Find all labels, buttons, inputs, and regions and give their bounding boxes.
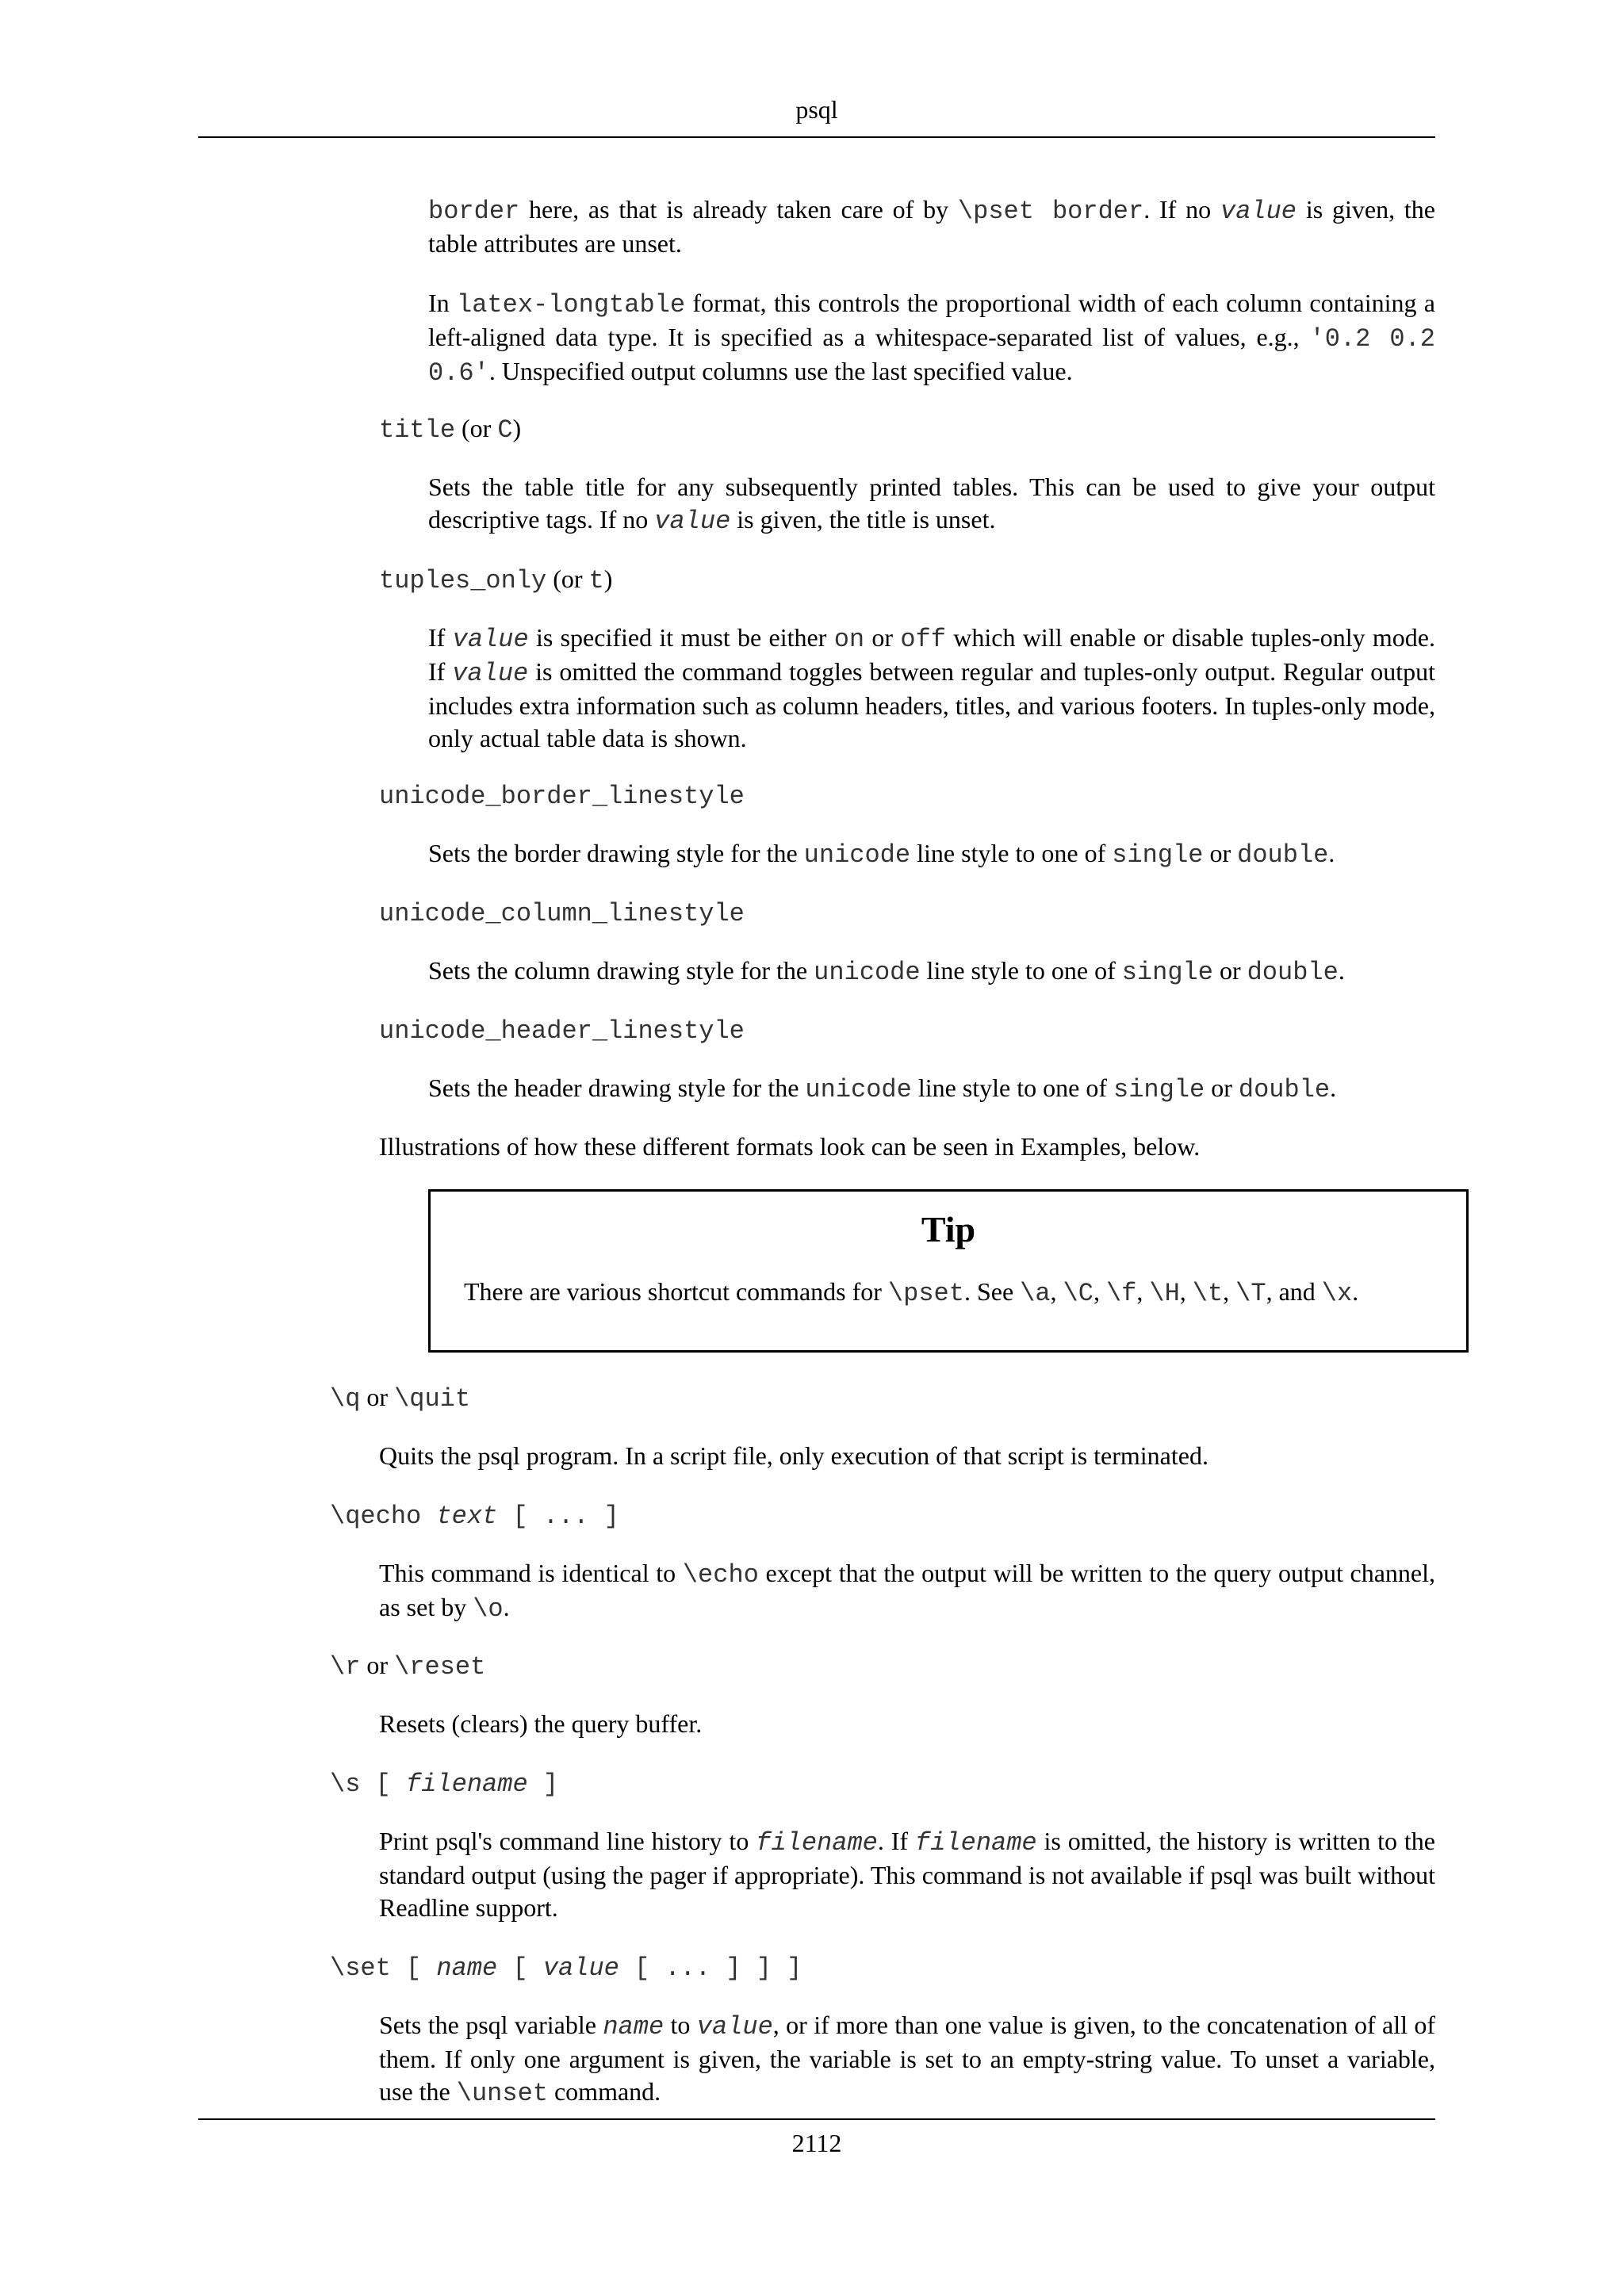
code-pset-border: \pset border: [957, 197, 1144, 226]
param-value: value: [1220, 197, 1297, 226]
term-qecho: \qecho text [ ... ]: [330, 1502, 619, 1531]
term-tuples-only: tuples_only (or t): [379, 564, 613, 595]
code-border: border: [428, 197, 520, 226]
term-unicode-border-linestyle: unicode_border_linestyle: [379, 782, 745, 811]
desc-qecho: This command is identical to \echo except that the output will be written to the query output channel, as set by \o.: [379, 1559, 1436, 1624]
desc-s: Print psql's command line history to filename. If filename is omitted, the history is written to the standard output (using the pager if appropriate). This command is not available if psql was built without Readline support.: [379, 1827, 1435, 1922]
desc-unicode-header-linestyle: Sets the header drawing style for the unicode line style to one of single or double.: [428, 1073, 1337, 1104]
tip-title: Tip: [921, 1209, 976, 1249]
desc-unicode-border-linestyle: Sets the border drawing style for the unicode line style to one of single or double.: [428, 839, 1335, 870]
paragraph-border-attributes: border here, as that is already taken care of by \pset border. If no value is given, the table attributes are unset.: [428, 195, 1436, 258]
term-unicode-header-linestyle: unicode_header_linestyle: [379, 1016, 745, 1046]
paragraph-illustrations: Illustrations of how these different formats look can be seen in Examples, below.: [379, 1132, 1201, 1161]
desc-tuples-only: If value is specified it must be either on or off which will enable or disable tuples-only mode. If value is omitted the command toggles between regular and tuples-only output. Regular output includes extra information such as column headers, titles, and various footers. In tuples-only mode, only actual table data is shown.: [428, 623, 1436, 752]
footer-rule: [198, 2118, 1435, 2120]
desc-q-quit: Quits the psql program. In a script file, only execution of that script is terminated.: [379, 1441, 1208, 1470]
term-s: \s [ filename ]: [330, 1770, 559, 1799]
term-r-reset: \r or \reset: [330, 1651, 486, 1682]
desc-title: Sets the table title for any subsequently printed tables. This can be used to give your output descriptive tags. If no value is given, the title is unset.: [428, 473, 1435, 536]
desc-unicode-column-linestyle: Sets the column drawing style for the unicode line style to one of single or double.: [428, 956, 1345, 987]
code-example-values: '0.2 0.2 0.6': [428, 324, 1436, 388]
running-header: psql: [795, 95, 838, 124]
desc-r-reset: Resets (clears) the query buffer.: [379, 1709, 703, 1738]
term-set: \set [ name [ value [ ... ] ] ]: [330, 1954, 802, 1983]
code-latex-longtable: latex-longtable: [457, 290, 686, 320]
header-rule: [198, 136, 1435, 138]
page-number: 2112: [791, 2129, 842, 2157]
tip-text: There are various shortcut commands for \pset. See \a, \C, \f, \H, \t, \T, and \x.: [464, 1277, 1359, 1308]
term-q-quit: \q or \quit: [330, 1383, 471, 1414]
tip-box: [428, 1189, 1469, 1353]
term-unicode-column-linestyle: unicode_column_linestyle: [379, 899, 745, 928]
paragraph-latex-longtable: In latex-longtable format, this controls the proportional width of each column containing a left-aligned data type. It is specified as a whitespace-separated list of values, e.g., '0.2 0.2 0.6'. Unspecified output columns use the last specified value.: [428, 289, 1436, 388]
term-title: title (or C): [379, 414, 522, 445]
desc-set: Sets the psql variable name to value, or if more than one value is given, to the concatenation of all of them. If only one argument is given, the variable is set to an empty-string value. To unset a variable, use the \unset command.: [379, 2011, 1435, 2108]
